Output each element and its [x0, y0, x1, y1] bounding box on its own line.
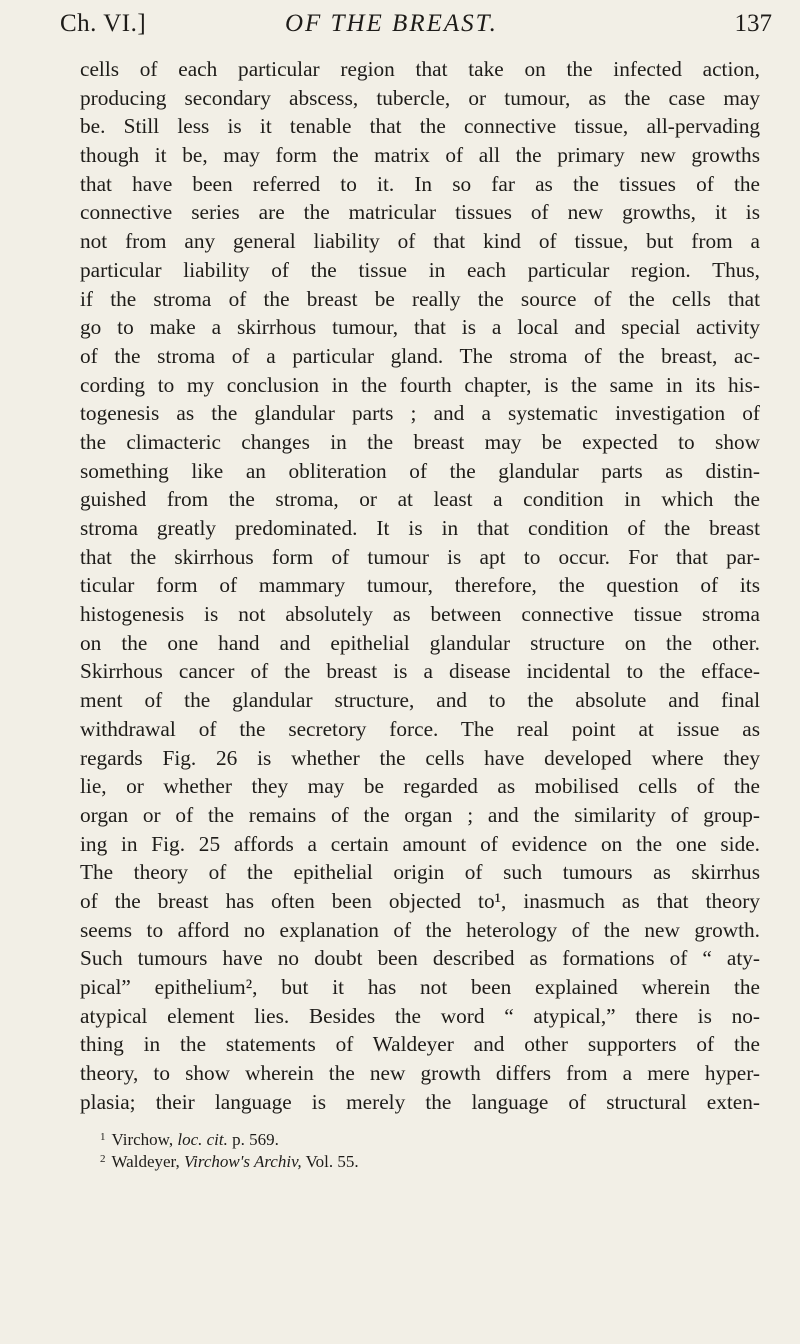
footnote-author: Virchow, [111, 1130, 174, 1149]
text-line: thing in the statements of Waldeyer and other supporters of the [80, 1032, 760, 1057]
footnote-reference: Virchow's Archiv, [184, 1152, 302, 1171]
text-line: cells of each particular region that take on the infected action, [80, 57, 760, 81]
footnote [100, 1126, 740, 1148]
text-line: something like an obliteration of the glandular parts as distin- [80, 458, 760, 483]
footnote-author: Waldeyer, [111, 1152, 180, 1171]
text-line: connective series are the matricular tissues of new growths, it is [80, 200, 760, 225]
footnote-mark: 2 [100, 1153, 106, 1165]
footnote-mark: 1 [100, 1131, 106, 1143]
text-line: go to make a skirrhous tumour, that is a local and special activity [80, 315, 760, 340]
text-line: Skirrhous cancer of the breast is a disease incidental to the efface- [80, 659, 760, 684]
text-line: Such tumours have no doubt been described as formations of “ aty- [80, 946, 760, 971]
text-line: theory, to show wherein the new growth differs from a mere hyper- [80, 1061, 760, 1086]
text-line: histogenesis is not absolutely as between connective tissue stroma [80, 602, 760, 627]
text-line: that have been referred to it. In so far as the tissues of the [80, 171, 760, 196]
text-line: guished from the stroma, or at least a condition in which the [80, 487, 760, 512]
text-line: organ or of the remains of the organ ; and the similarity of group- [80, 802, 760, 827]
text-line: if the stroma of the breast be really the source of the cells that [80, 286, 760, 311]
text-line: of the breast has often been objected to¹, inasmuch as that theory [80, 888, 760, 913]
running-title: OF THE BREAST. [285, 10, 498, 37]
page-number: 137 [734, 10, 772, 37]
footnote-reference: loc. cit. [177, 1130, 228, 1149]
text-line: plasia; their language is merely the language of structural exten- [80, 1089, 760, 1114]
text-line: of the stroma of a particular gland. The stroma of the breast, ac- [80, 343, 760, 368]
text-line: on the one hand and epithelial glandular structure on the other. [80, 630, 760, 655]
chapter-label: Ch. VI.] [60, 10, 147, 37]
text-line: cording to my conclusion in the fourth chapter, is the same in its his- [80, 372, 760, 397]
text-line: togenesis as the glandular parts ; and a systematic investigation of [80, 401, 760, 426]
text-line: withdrawal of the secretory force. The real point at issue as [80, 716, 760, 741]
text-line: ing in Fig. 25 affords a certain amount of evidence on the one side. [80, 831, 760, 856]
footnote-location: p. 569. [232, 1130, 279, 1149]
footnote [100, 1148, 740, 1170]
text-line: the climacteric changes in the breast may be expected to show [80, 429, 760, 454]
text-line: ticular form of mammary tumour, therefore, the question of its [80, 573, 760, 598]
footnotes [100, 1126, 740, 1170]
footnote-location: Vol. 55. [305, 1152, 359, 1171]
text-line: producing secondary abscess, tubercle, or tumour, as the case may [80, 85, 760, 110]
text-line: not from any general liability of that kind of tissue, but from a [80, 229, 760, 254]
text-line: seems to afford no explanation of the heterology of the new growth. [80, 917, 760, 942]
text-line: that the skirrhous form of tumour is apt to occur. For that par- [80, 544, 760, 569]
text-line: ment of the glandular structure, and to the absolute and final [80, 688, 760, 713]
text-line: stroma greatly predominated. It is in that condition of the breast [80, 516, 760, 540]
text-line: regards Fig. 26 is whether the cells have developed where they [80, 745, 760, 770]
text-line: pical” epithelium², but it has not been explained wherein the [80, 975, 760, 999]
body-text [80, 55, 760, 1116]
running-header [60, 4, 772, 44]
text-line: be. Still less is it tenable that the connective tissue, all-pervading [80, 114, 760, 139]
text-line: lie, or whether they may be regarded as mobilised cells of the [80, 774, 760, 799]
text-line: though it be, may form the matrix of all the primary new growths [80, 143, 760, 168]
text-line: The theory of the epithelial origin of such tumours as skirrhus [80, 860, 760, 885]
text-line: atypical element lies. Besides the word “ atypical,” there is no- [80, 1003, 760, 1028]
text-line: particular liability of the tissue in each particular region. Thus, [80, 257, 760, 282]
